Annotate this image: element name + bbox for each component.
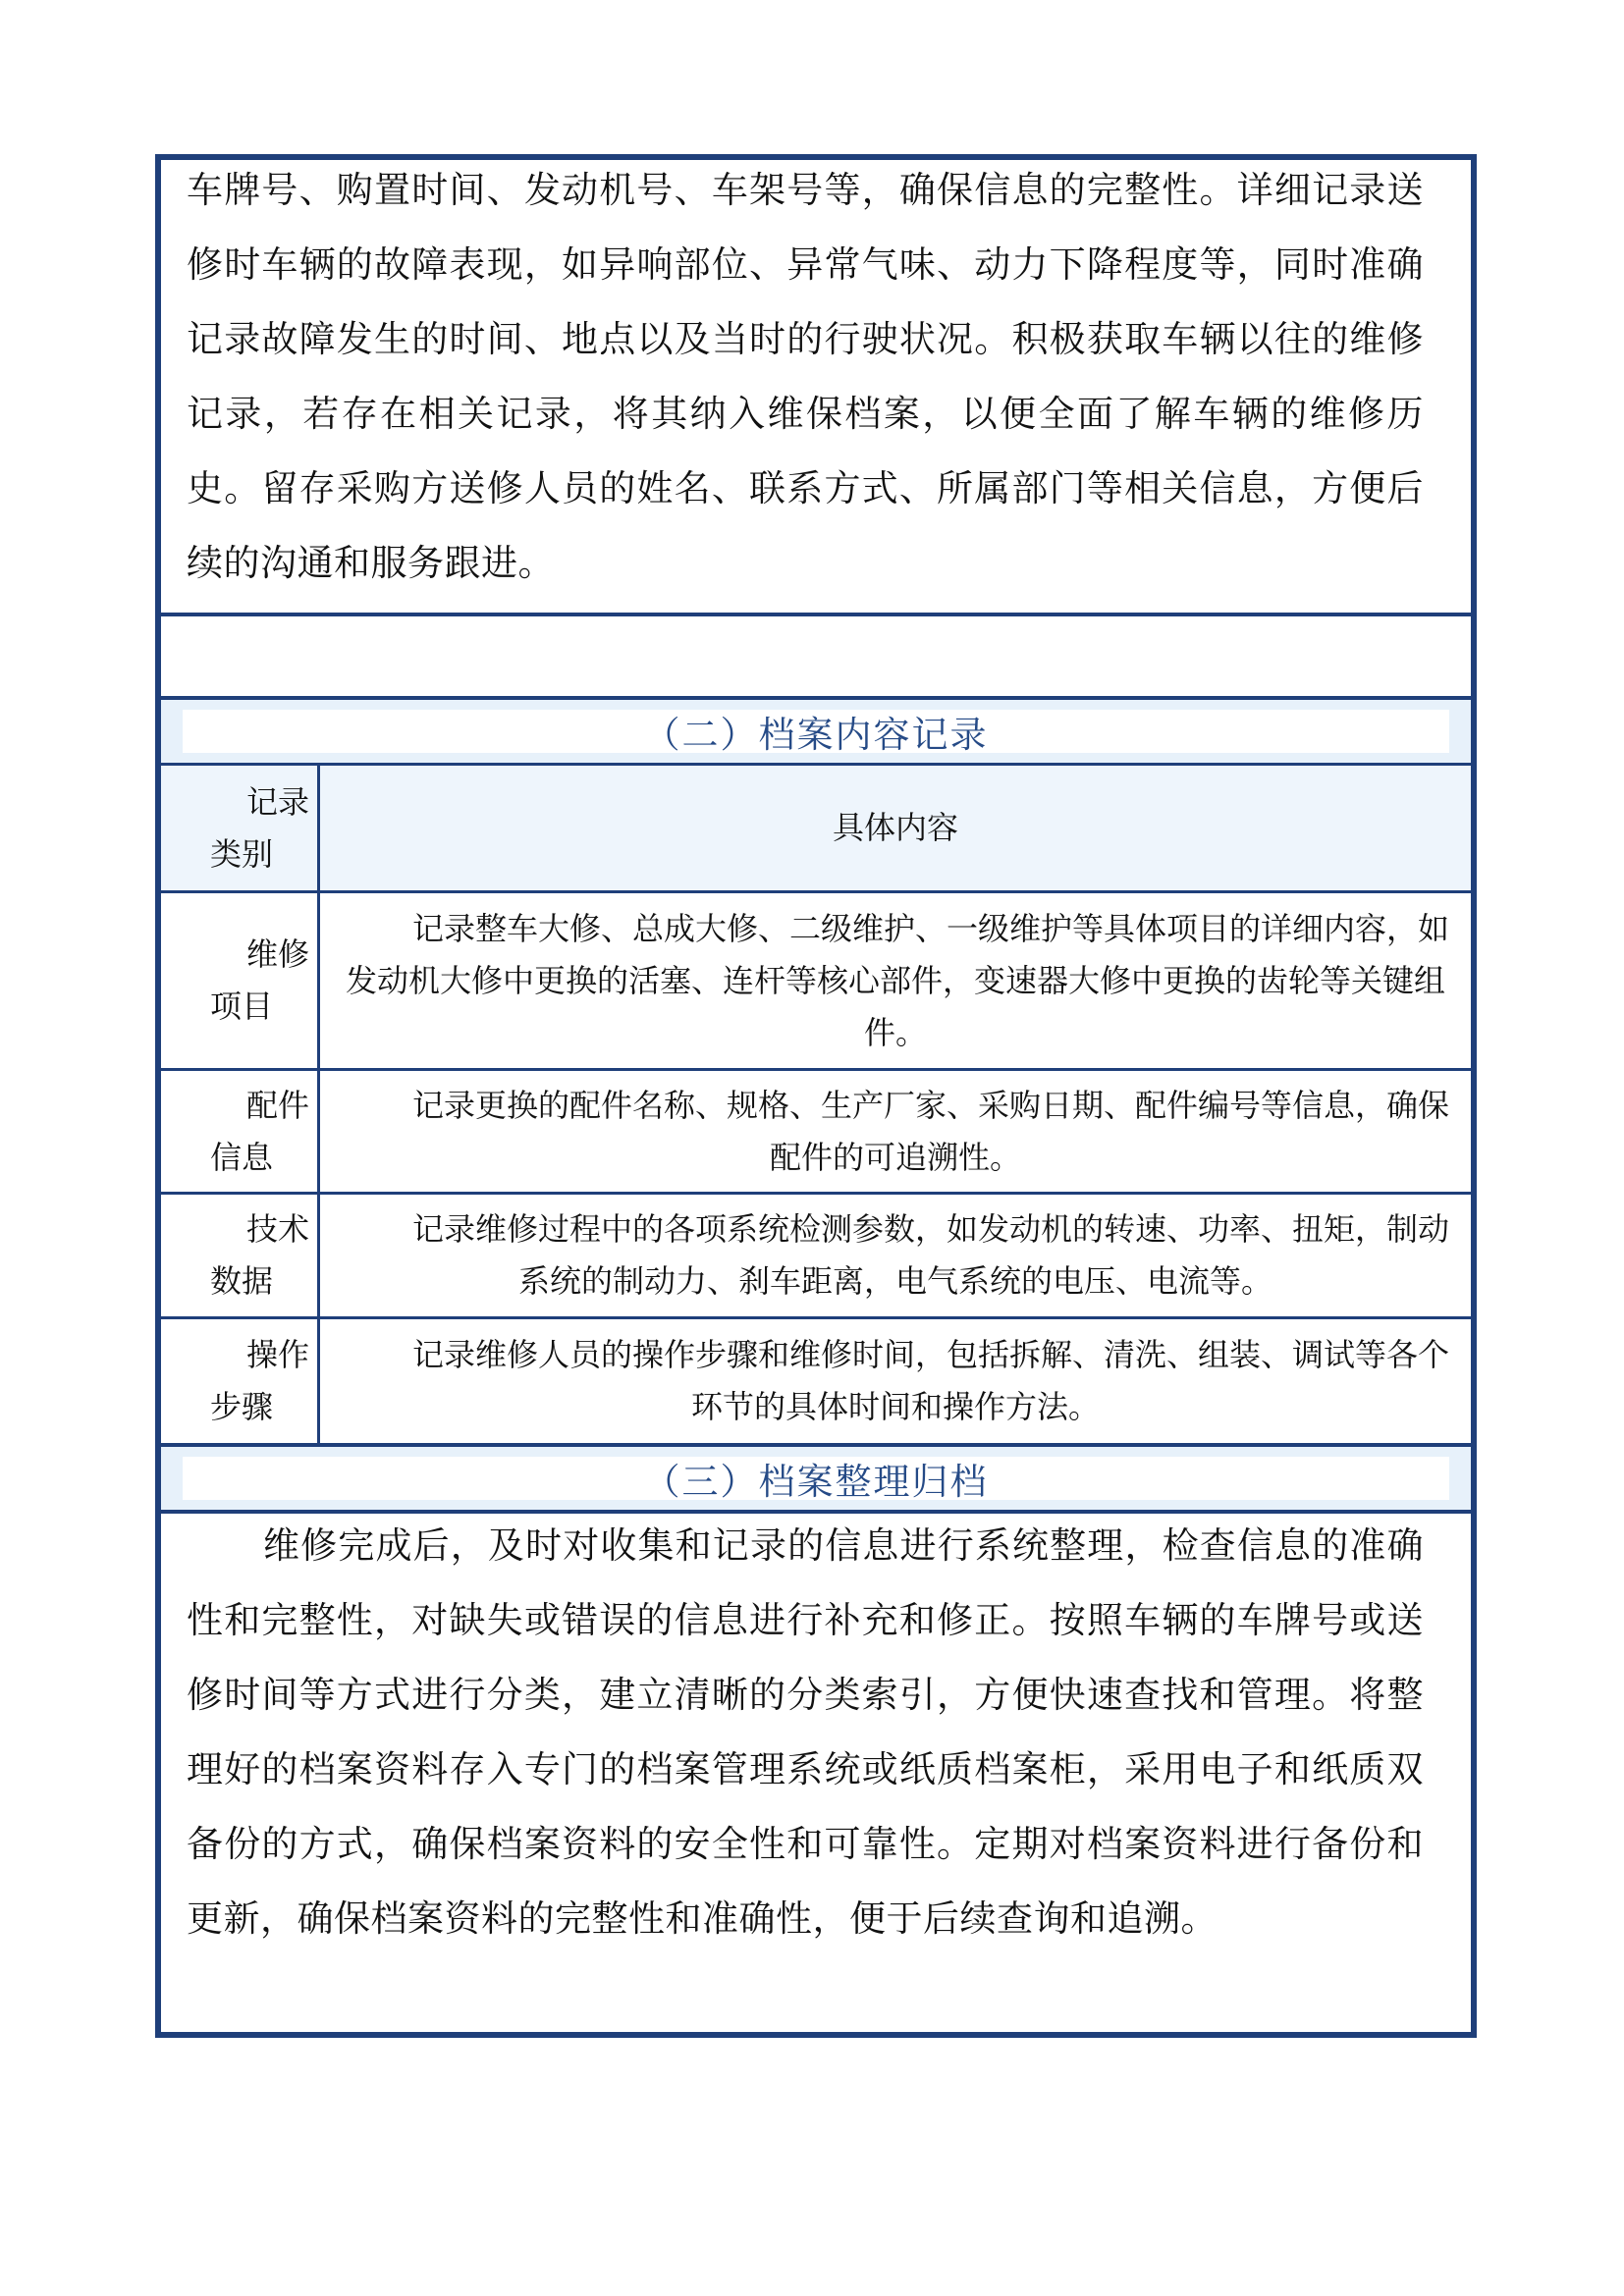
row-category-line1: 维修 (245, 935, 309, 973)
header-content-cell: 具体内容 (832, 809, 958, 846)
section3-banner (161, 1443, 1471, 1514)
row-content-text: 记录整车大修、总成大修、二级维护、一级维护等具体项目的详细内容，如发动机大修中更换的活塞、连杆等核心部件，变速器大修中更换的齿轮等关键组件。 (345, 909, 1449, 1051)
row-content-text: 记录维修过程中的各项系统检测参数，如发动机的转速、功率、扭矩，制动系统的制动力、刹车距离，电气系统的电压、电流等。 (411, 1210, 1449, 1300)
header-category-cell (161, 766, 320, 890)
row-category-cell (161, 1195, 320, 1316)
table-row (161, 893, 1471, 1071)
row-content-cell (320, 1195, 1471, 1316)
record-table (161, 766, 1471, 1443)
divider-line (161, 613, 1471, 616)
table-row (161, 1071, 1471, 1195)
row-category-cell (161, 1319, 320, 1443)
row-category-line2: 步骤 (210, 1388, 274, 1425)
row-category-line2: 数据 (210, 1262, 274, 1300)
section2-banner (161, 696, 1471, 767)
section3-title: （三）档案整理归档 (183, 1457, 1449, 1500)
row-category-line2: 信息 (210, 1138, 274, 1176)
row-content-cell (320, 1319, 1471, 1443)
table-row (161, 1319, 1471, 1443)
header-category-line1: 记录 (245, 782, 309, 821)
row-content-cell (320, 1071, 1471, 1192)
header-category-line2: 类别 (210, 834, 274, 873)
row-content-text: 记录维修人员的操作步骤和维修时间，包括拆解、清洗、组装、调试等各个环节的具体时间和操作方法。 (411, 1336, 1449, 1425)
row-category-line1: 配件 (245, 1086, 309, 1124)
row-category-line2: 项目 (210, 988, 274, 1025)
row-content-text: 记录更换的配件名称、规格、生产厂家、采购日期、配件编号等信息，确保配件的可追溯性。 (411, 1086, 1449, 1176)
row-category-line1: 技术 (245, 1210, 309, 1248)
row-category-cell (161, 1071, 320, 1192)
table-row (161, 1195, 1471, 1319)
row-category-cell (161, 893, 320, 1068)
table-header-row (161, 766, 1471, 893)
row-category-line1: 操作 (245, 1336, 309, 1373)
intro-paragraph: 车牌号、购置时间、发动机号、车架号等，确保信息的完整性。详细记录送修时车辆的故障表现，如异响部位、异常气味、动力下降程度等，同时准确记录故障发生的时间、地点以及当时的行驶状况。积极获取车辆以往的维修记录，若存在相关记录，将其纳入维保档案，以便全面了解车辆的维修历史。留存采购方送修人员的姓名、联系方式、所属部门等相关信息，方便后续的沟通和服务跟进。 (187, 169, 1424, 584)
section3-paragraph: 维修完成后，及时对收集和记录的信息进行系统整理，检查信息的准确性和完整性，对缺失或错误的信息进行补充和修正。按照车辆的车牌号或送修时间等方式进行分类，建立清晰的分类索引，方便快速查找和管理。将整理好的档案资料存入专门的档案管理系统或纸质档案柜，采用电子和纸质双备份的方式，确保档案资料的安全性和可靠性。定期对档案资料进行备份和更新，确保档案资料的完整性和准确性，便于后续查询和追溯。 (187, 1524, 1424, 1940)
row-content-cell (320, 893, 1471, 1068)
section2-title: （二）档案内容记录 (183, 710, 1449, 753)
